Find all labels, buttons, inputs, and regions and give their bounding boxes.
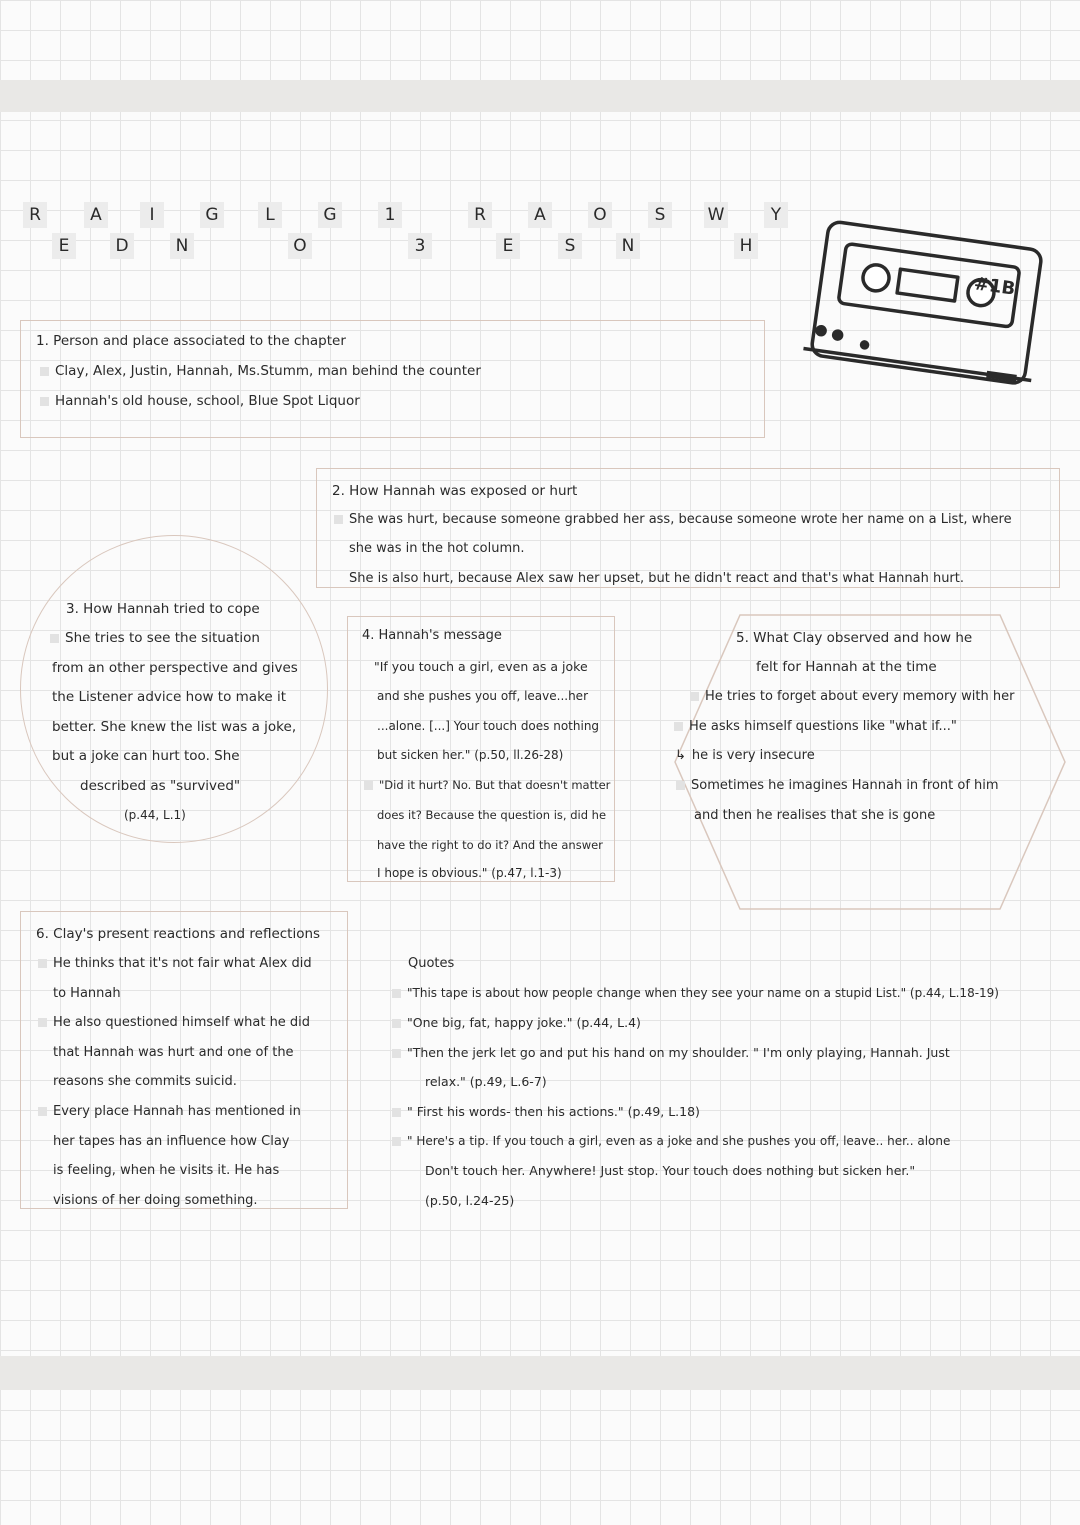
section5-line: ↳ he is very insecure	[675, 748, 815, 763]
section3-line: She tries to see the situation	[50, 630, 260, 646]
section1-line: Clay, Alex, Justin, Hannah, Ms.Stumm, man behind the counter	[40, 363, 481, 379]
section3-line: but a joke can hurt too. She	[52, 748, 240, 764]
section2-line: She is also hurt, because Alex saw her upset, but he didn't react and that's what Hannah hurt.	[349, 571, 965, 586]
section6-line: visions of her doing something.	[53, 1193, 258, 1208]
title-letter: S	[648, 202, 672, 228]
section4-heading: 4. Hannah's message	[362, 628, 502, 643]
section3-line: better. She knew the list was a joke,	[52, 719, 297, 735]
title-letter: G	[318, 202, 342, 228]
top-band	[0, 80, 1080, 112]
title-letter: 3	[408, 233, 432, 259]
quote-line: "This tape is about how people change when they see your name on a stupid List." (p.44, L.18-19)	[392, 986, 999, 1000]
section4-line: "Did it hurt? No. But that doesn't matter	[364, 778, 610, 792]
title-letter: W	[704, 202, 728, 228]
title-letter: A	[84, 202, 108, 228]
title-letter: R	[468, 202, 492, 228]
section2-line: she was in the hot column.	[349, 541, 525, 556]
title-letter: S	[558, 233, 582, 259]
title-letter: A	[528, 202, 552, 228]
title-letter: I	[140, 202, 164, 228]
title-letter: G	[200, 202, 224, 228]
section4-line: I hope is obvious." (p.47, l.1-3)	[377, 866, 562, 880]
cassette-icon	[800, 215, 1050, 405]
section6-heading: 6. Clay's present reactions and reflections	[36, 926, 321, 942]
section6-line: is feeling, when he visits it. He has	[53, 1163, 280, 1178]
quote-line: (p.50, l.24-25)	[425, 1193, 515, 1208]
section4-line: "If you touch a girl, even as a joke	[374, 659, 588, 674]
section5-line: Sometimes he imagines Hannah in front of him	[676, 778, 999, 793]
section3-heading: 3. How Hannah tried to cope	[66, 601, 260, 617]
section6-line: He thinks that it's not fair what Alex did	[38, 956, 312, 971]
title-letter: R	[23, 202, 47, 228]
section3-line: described as "survived"	[80, 778, 241, 794]
section5-line: He tries to forget about every memory with her	[690, 689, 1014, 704]
arrow-icon: ↳	[675, 748, 686, 763]
section3-line: from an other perspective and gives	[52, 660, 298, 676]
section5-line: and then he realises that she is gone	[694, 808, 936, 823]
bottom-band	[0, 1356, 1080, 1390]
title-letter: Y	[764, 202, 788, 228]
section3-line: (p.44, L.1)	[124, 808, 186, 822]
section4-line: but sicken her." (p.50, ll.26-28)	[377, 748, 564, 762]
title-letter: O	[588, 202, 612, 228]
quote-line: "One big, fat, happy joke." (p.44, L.4)	[392, 1015, 641, 1030]
section2-line: She was hurt, because someone grabbed her ass, because someone wrote her name on a List, where	[334, 512, 1012, 527]
quote-line: " Here's a tip. If you touch a girl, even as a joke and she pushes you off, leave.. her.. alone	[392, 1134, 950, 1148]
section6-line: reasons she commits suicid.	[53, 1074, 237, 1089]
section5-heading: felt for Hannah at the time	[756, 659, 937, 675]
section6-line: He also questioned himself what he did	[38, 1015, 310, 1030]
quote-line: relax." (p.49, L.6-7)	[425, 1074, 547, 1089]
section6-line: to Hannah	[53, 986, 121, 1001]
section4-line: ...alone. [...] Your touch does nothing	[377, 719, 600, 733]
section4-line: and she pushes you off, leave...her	[377, 689, 588, 703]
title-letter: E	[52, 233, 76, 259]
cassette-label: #1B	[972, 273, 1017, 300]
section2-heading: 2. How Hannah was exposed or hurt	[332, 483, 578, 499]
title-letter: N	[170, 233, 194, 259]
title-letter: N	[616, 233, 640, 259]
quotes-heading: Quotes	[408, 956, 455, 971]
title-letter: H	[734, 233, 758, 259]
title-letter: O	[288, 233, 312, 259]
quote-line: " First his words- then his actions." (p.49, L.18)	[392, 1104, 700, 1119]
quote-line: Don't touch her. Anywhere! Just stop. Your touch does nothing but sicken her."	[425, 1163, 916, 1178]
section4-line: have the right to do it? And the answer	[377, 838, 603, 852]
section6-line: her tapes has an influence how Clay	[53, 1134, 290, 1149]
quote-line: "Then the jerk let go and put his hand on my shoulder. " I'm only playing, Hannah. Just	[392, 1045, 950, 1060]
title-letter: 1	[378, 202, 402, 228]
section4-line: does it? Because the question is, did he	[377, 808, 607, 822]
title-letter: E	[496, 233, 520, 259]
section1-heading: 1. Person and place associated to the chapter	[36, 333, 346, 349]
section5-line: He asks himself questions like "what if..."	[674, 719, 957, 734]
title-letter: D	[110, 233, 134, 259]
section6-line: Every place Hannah has mentioned in	[38, 1104, 301, 1119]
title-letter: L	[258, 202, 282, 228]
section5-heading: 5. What Clay observed and how he	[736, 630, 973, 646]
section1-line: Hannah's old house, school, Blue Spot Liquor	[40, 393, 360, 409]
section6-line: that Hannah was hurt and one of the	[53, 1045, 294, 1060]
section3-line: the Listener advice how to make it	[52, 689, 287, 705]
